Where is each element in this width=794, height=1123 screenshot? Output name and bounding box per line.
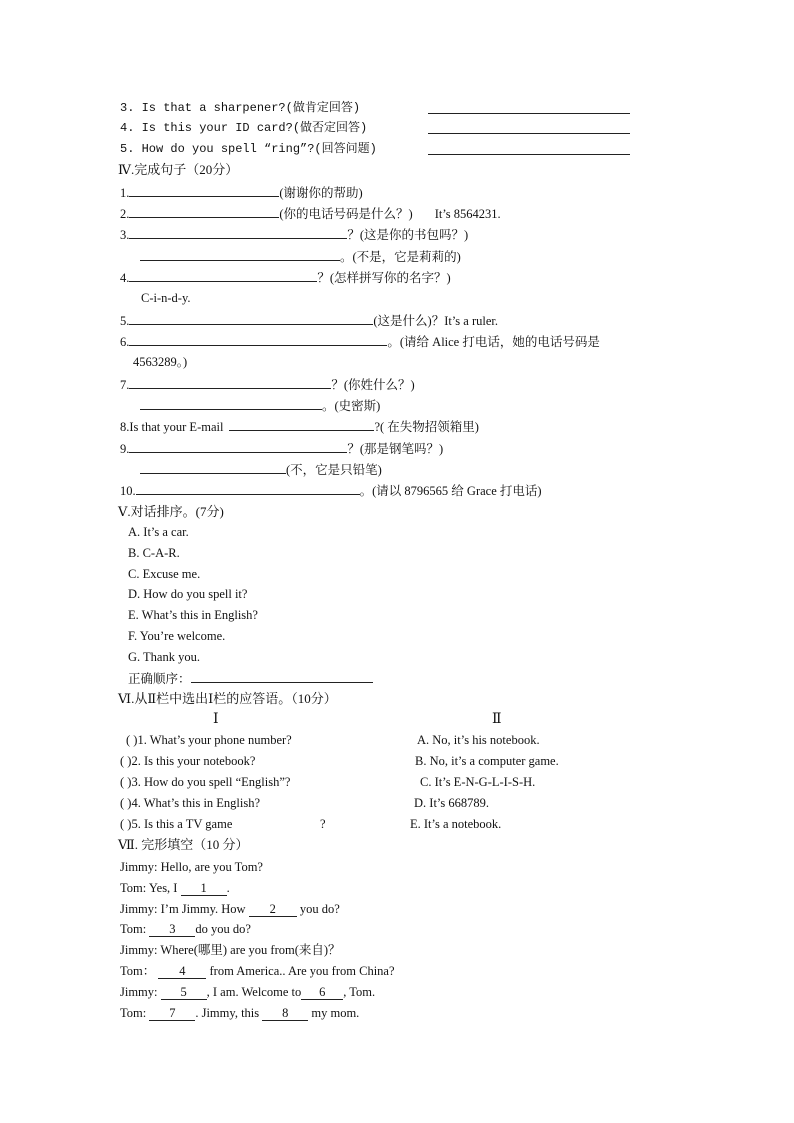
sentence-4-line2: C-i-n-d-y. [141, 291, 191, 305]
match-right-d: D. It’s 668789. [414, 796, 489, 810]
sentence-10-hint: 。(请以 8796565 给 Grace 打电话) [359, 484, 542, 498]
cloze-line-4-end: do you do? [195, 922, 251, 936]
cloze-line-6 [120, 963, 395, 979]
cloze-line-8-end: my mom. [311, 1006, 360, 1020]
sentence-2-blank[interactable] [129, 205, 279, 218]
cloze-blank-5[interactable]: 5 [161, 986, 207, 1000]
sentence-10-num: 10. [120, 484, 136, 498]
sentence-4 [120, 269, 451, 286]
sentence-2 [120, 205, 501, 222]
sentence-3-line2 [140, 248, 461, 265]
match-right-b: B. No, it’s a computer game. [415, 754, 559, 768]
dialog-item-f: F. You’re welcome. [128, 629, 226, 643]
sentence-1 [120, 184, 363, 201]
sentence-3-hint-2: 。(不是，它是莉莉的) [340, 250, 461, 264]
cloze-line-7 [120, 984, 375, 1000]
dialog-item-b: B. C-A-R. [128, 546, 180, 560]
cloze-line-4 [120, 921, 251, 937]
dialog-item-c: C. Excuse me. [128, 567, 201, 581]
cloze-line-2-end: . [226, 881, 230, 895]
question-5-text: 5. How do you spell “ring”?(回答问题) [120, 142, 377, 156]
cloze-line-7-text: Jimmy: [120, 985, 158, 999]
match-right-a: A. No, it’s his notebook. [417, 733, 540, 747]
match-left-2: ( )2. Is this your notebook? [120, 754, 256, 768]
sentence-9-num: 9. [120, 442, 130, 456]
sentence-2-num: 2. [120, 207, 130, 221]
sentence-2-hint: (你的电话号码是什么？) [279, 207, 413, 221]
cloze-blank-1[interactable]: 1 [181, 882, 227, 896]
cloze-line-3-end: you do? [299, 902, 340, 916]
sentence-7 [120, 376, 415, 393]
cloze-blank-2[interactable]: 2 [249, 903, 297, 917]
cloze-blank-4[interactable]: 4 [158, 965, 206, 979]
cloze-line-8 [120, 1005, 359, 1021]
dialog-item-g: G. Thank you. [128, 650, 200, 664]
sentence-10-blank[interactable] [136, 482, 360, 495]
sentence-8-blank[interactable] [229, 418, 374, 431]
sentence-6 [120, 333, 600, 350]
match-left-4: ( )4. What’s this in English? [120, 796, 261, 810]
answer-line-4[interactable] [428, 121, 630, 134]
sentence-7-blank-2[interactable] [140, 397, 322, 410]
match-right-e: E. It’s a notebook. [410, 817, 502, 831]
cloze-blank-6[interactable]: 6 [301, 986, 343, 1000]
sentence-8 [120, 418, 479, 435]
sentence-4-hint: ？(怎样拼写你的名字？) [317, 271, 451, 285]
sentence-6-num: 6. [120, 335, 130, 349]
sentence-9-blank[interactable] [129, 440, 347, 453]
question-4 [120, 120, 367, 136]
question-3-text: 3. Is that a sharpener?(做肯定回答) [120, 101, 361, 115]
answer-line-5[interactable] [428, 142, 630, 155]
cloze-blank-3[interactable]: 3 [149, 923, 195, 937]
dialog-item-a: A. It’s a car. [128, 525, 189, 539]
cloze-blank-8[interactable]: 8 [262, 1007, 308, 1021]
cloze-line-5: Jimmy: Where(哪里) are you from(来自)？ [120, 943, 341, 957]
cloze-line-1: Jimmy: Hello, are you Tom? [120, 860, 263, 874]
sentence-6-hint: 。(请给 Alice 打电话，她的电话号码是 [387, 335, 600, 349]
sentence-9 [120, 440, 443, 457]
sentence-8-text: 8.Is that your E-mail [120, 420, 224, 434]
sentence-6-blank[interactable] [129, 333, 387, 346]
sentence-1-num: 1. [120, 186, 130, 200]
cloze-line-7-end: , Tom. [343, 985, 376, 999]
question-4-text: 4. Is this your ID card?(做否定回答) [120, 121, 368, 135]
cloze-line-8-text: Tom: [120, 1006, 147, 1020]
section-4-title: Ⅳ.完成句子（20分） [118, 162, 239, 177]
sentence-5-hint: (这是什么)？It’s a ruler. [373, 314, 499, 328]
sentence-9-blank-2[interactable] [140, 461, 286, 474]
cloze-line-7-mid: , I am. Welcome to [206, 985, 302, 999]
answer-line-3[interactable] [428, 101, 630, 114]
sentence-7-line2 [140, 397, 380, 414]
cloze-line-3-text: Jimmy: I’m Jimmy. How [120, 902, 246, 916]
column-1-header: Ⅰ [213, 712, 219, 727]
sentence-5 [120, 312, 498, 329]
sentence-3-blank[interactable] [129, 226, 347, 239]
sentence-3 [120, 226, 468, 243]
sentence-8-hint: ?( 在失物招领箱里) [374, 420, 479, 434]
sentence-4-blank[interactable] [129, 269, 317, 282]
question-5 [120, 141, 377, 157]
sentence-7-blank[interactable] [129, 376, 331, 389]
sentence-7-num: 7. [120, 378, 130, 392]
match-left-5: ( )5. Is this a TV game [120, 817, 233, 831]
sentence-6-line2: 4563289。) [133, 355, 188, 369]
sentence-1-blank[interactable] [129, 184, 279, 197]
sentence-7-hint: ？(你姓什么？) [331, 378, 415, 392]
sentence-10 [120, 482, 542, 499]
sentence-2-answer: It’s 8564231. [434, 207, 501, 221]
match-left-1: ( )1. What’s your phone number? [126, 733, 292, 747]
order-row [128, 670, 373, 687]
sentence-5-blank[interactable] [129, 312, 373, 325]
cloze-line-3 [120, 901, 340, 917]
cloze-line-2 [120, 880, 230, 896]
sentence-1-hint: (谢谢你的帮助) [279, 186, 363, 200]
cloze-line-6-text: Tom： [120, 964, 156, 978]
section-6-title: Ⅵ.从Ⅱ栏中选出Ⅰ栏的应答语。（10分） [118, 691, 337, 706]
sentence-9-hint: ？(那是钢笔吗？) [347, 442, 444, 456]
sentence-3-blank-2[interactable] [140, 248, 340, 261]
section-7-title: Ⅶ. 完形填空（10 分） [118, 837, 249, 852]
match-left-5-mark: ? [320, 817, 326, 831]
sentence-7-hint-2: 。(史密斯) [322, 399, 381, 413]
sentence-9-hint-2: (不，它是只铅笔) [286, 463, 382, 477]
sentence-3-num: 3. [120, 228, 130, 242]
sentence-5-num: 5. [120, 314, 130, 328]
question-3 [120, 100, 360, 116]
column-2-header: Ⅱ [492, 712, 502, 727]
cloze-line-6-end: from America.. Are you from China? [209, 964, 395, 978]
cloze-blank-7[interactable]: 7 [149, 1007, 195, 1021]
sentence-3-hint: ？(这是你的书包吗？) [347, 228, 469, 242]
order-label: 正确顺序： [128, 672, 191, 686]
order-answer-blank[interactable] [191, 670, 373, 683]
cloze-line-2-text: Tom: Yes, I [120, 881, 178, 895]
match-right-c: C. It’s E-N-G-L-I-S-H. [420, 775, 536, 789]
section-5-title: Ⅴ.对话排序。(7分) [118, 504, 224, 519]
dialog-item-e: E. What’s this in English? [128, 608, 258, 622]
sentence-4-num: 4. [120, 271, 130, 285]
cloze-line-4-text: Tom: [120, 922, 147, 936]
match-left-3: ( )3. How do you spell “English”? [120, 775, 291, 789]
sentence-9-line2 [140, 461, 382, 478]
cloze-line-8-mid: . Jimmy, this [195, 1006, 260, 1020]
dialog-item-d: D. How do you spell it? [128, 587, 248, 601]
